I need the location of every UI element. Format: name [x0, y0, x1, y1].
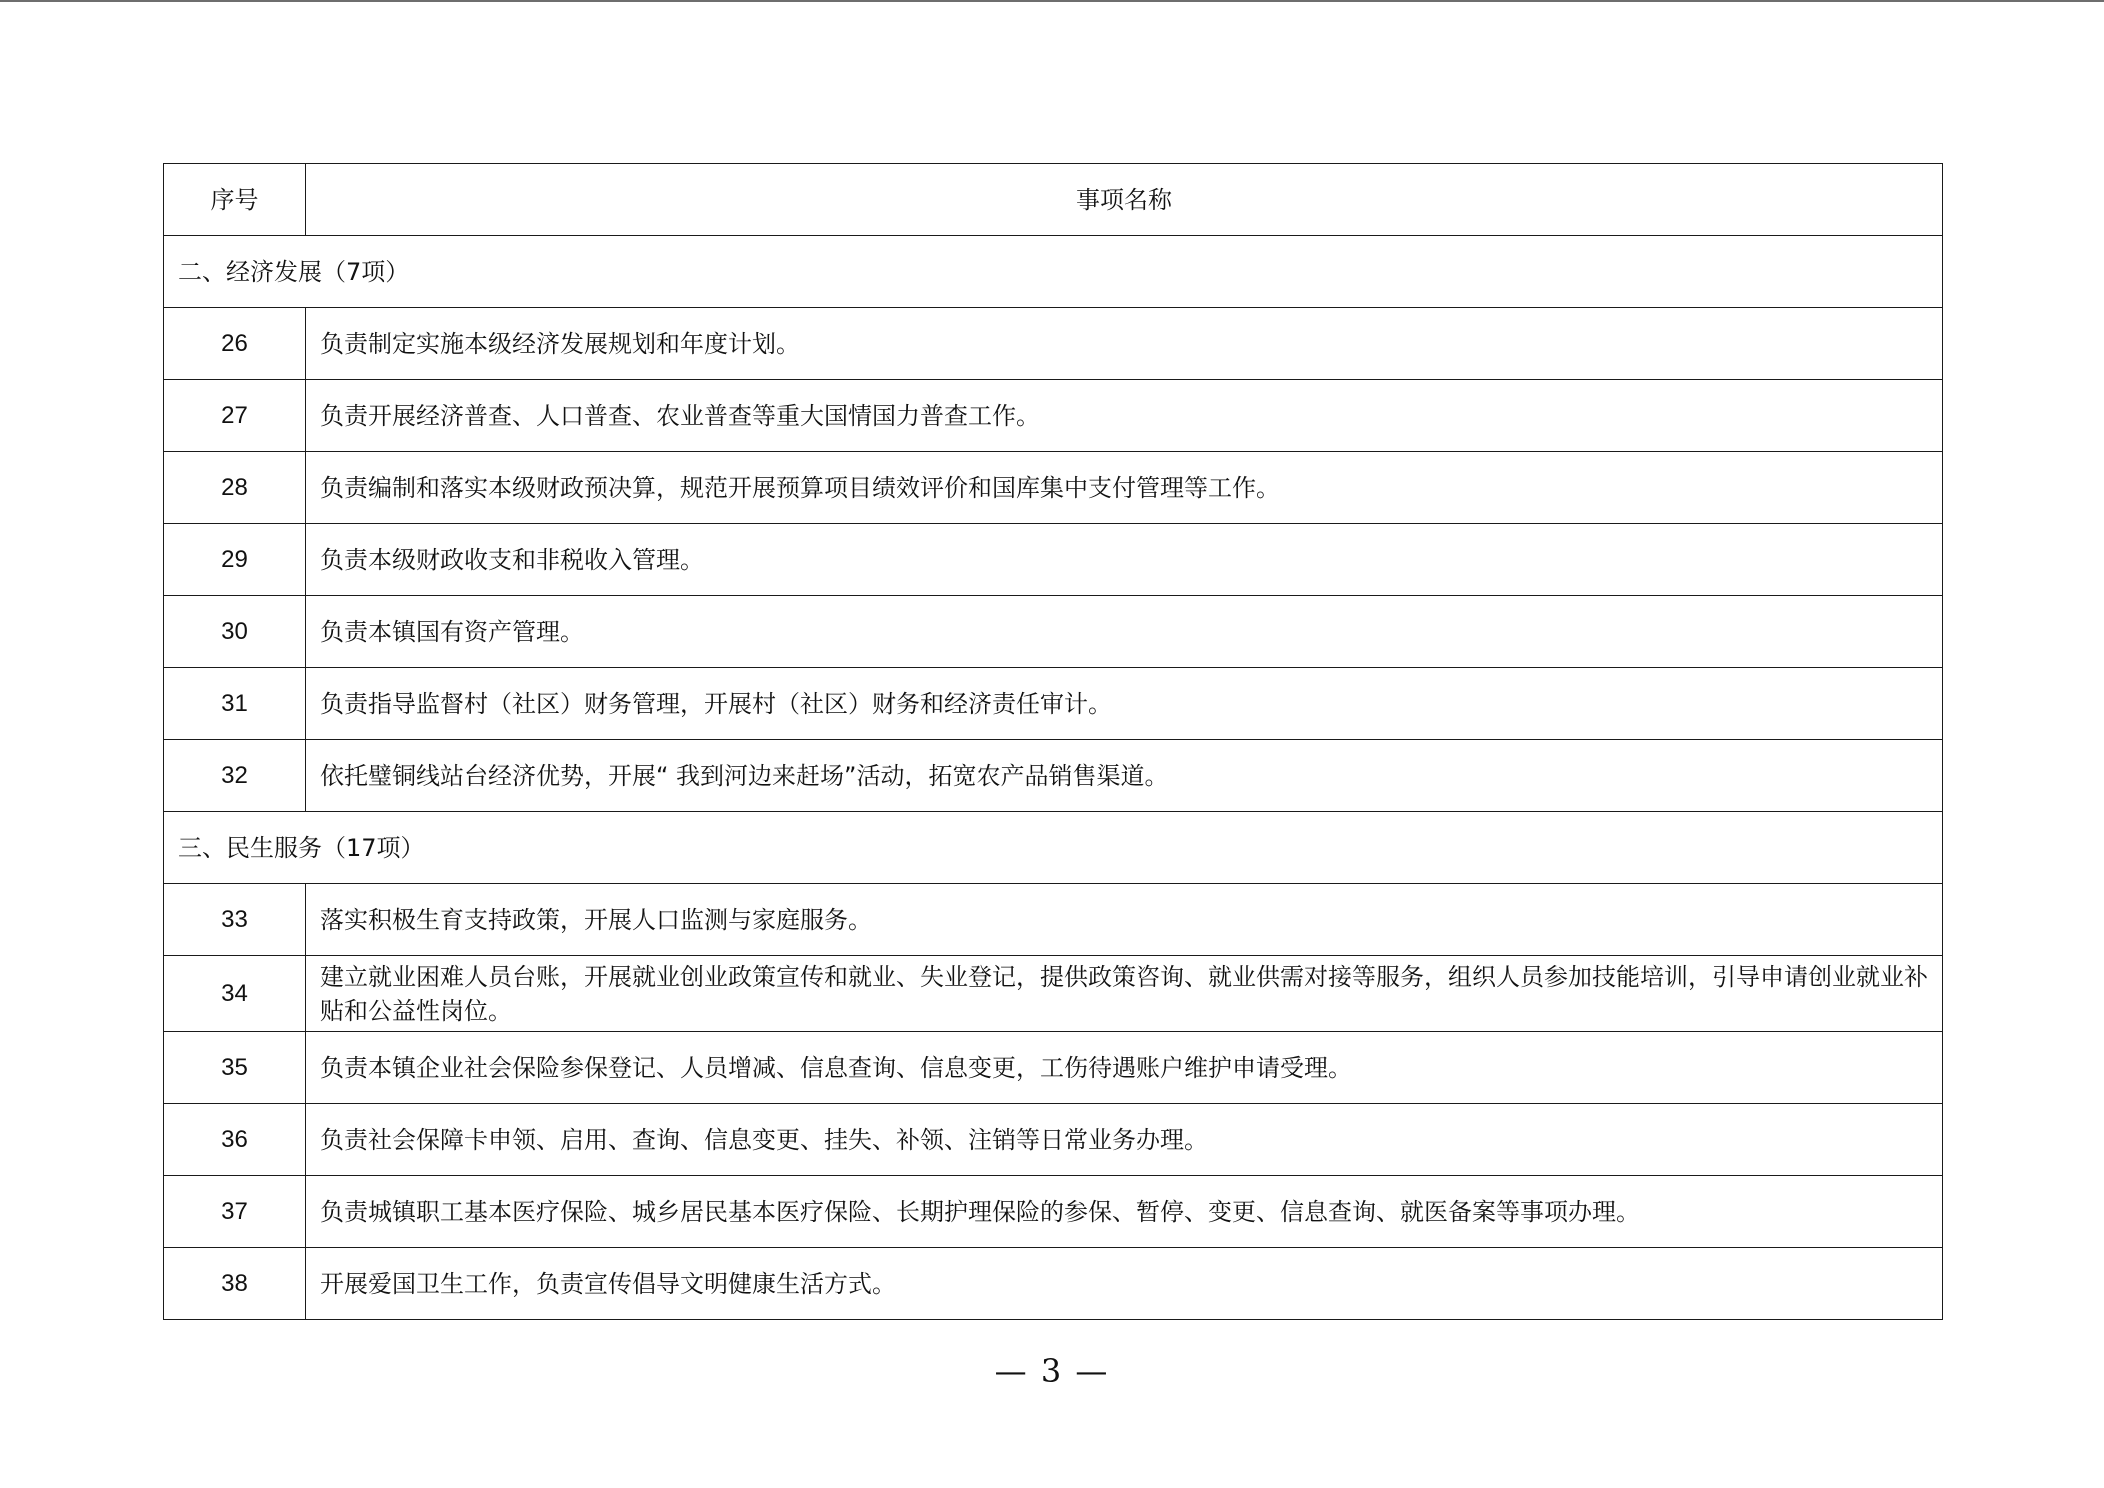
item-name: 负责编制和落实本级财政预决算，规范开展预算项目绩效评价和国库集中支付管理等工作。	[306, 452, 1943, 524]
table-row	[164, 452, 1943, 524]
page-number: — 3 —	[994, 1352, 1110, 1390]
item-name: 开展爱国卫生工作，负责宣传倡导文明健康生活方式。	[306, 1248, 1943, 1320]
item-name: 依托璧铜线站台经济优势，开展“ 我到河边来赶场”活动，拓宽农产品销售渠道。	[306, 740, 1943, 812]
item-number: 31	[164, 668, 306, 740]
matters-table	[163, 163, 1943, 1320]
item-name: 负责本镇国有资产管理。	[306, 596, 1943, 668]
header-name: 事项名称	[306, 164, 1943, 236]
item-number: 35	[164, 1032, 306, 1104]
header-number: 序号	[164, 164, 306, 236]
section-row-economy	[164, 236, 1943, 308]
table-row	[164, 308, 1943, 380]
table-header-row	[164, 164, 1943, 236]
item-number: 29	[164, 524, 306, 596]
item-number: 38	[164, 1248, 306, 1320]
table-row	[164, 1032, 1943, 1104]
page-top-border	[0, 0, 2104, 2]
item-number: 30	[164, 596, 306, 668]
table-row	[164, 596, 1943, 668]
table-row	[164, 524, 1943, 596]
item-name: 落实积极生育支持政策，开展人口监测与家庭服务。	[306, 884, 1943, 956]
item-name: 负责城镇职工基本医疗保险、城乡居民基本医疗保险、长期护理保险的参保、暂停、变更、信息查询、就医备案等事项办理。	[306, 1176, 1943, 1248]
item-number: 33	[164, 884, 306, 956]
item-number: 28	[164, 452, 306, 524]
section-title: 三、民生服务（17项）	[164, 812, 1943, 884]
item-number: 36	[164, 1104, 306, 1176]
item-name: 负责本镇企业社会保险参保登记、人员增减、信息查询、信息变更，工伤待遇账户维护申请受理。	[306, 1032, 1943, 1104]
table-row	[164, 1176, 1943, 1248]
table-row	[164, 380, 1943, 452]
item-name: 负责开展经济普查、人口普查、农业普查等重大国情国力普查工作。	[306, 380, 1943, 452]
item-number: 37	[164, 1176, 306, 1248]
table-row	[164, 1248, 1943, 1320]
item-number: 26	[164, 308, 306, 380]
section-title: 二、经济发展（7项）	[164, 236, 1943, 308]
item-name: 负责制定实施本级经济发展规划和年度计划。	[306, 308, 1943, 380]
section-row-livelihood	[164, 812, 1943, 884]
item-name: 建立就业困难人员台账，开展就业创业政策宣传和就业、失业登记，提供政策咨询、就业供需对接等服务，组织人员参加技能培训，引导申请创业就业补贴和公益性岗位。	[306, 956, 1943, 1032]
table-row	[164, 668, 1943, 740]
table-row	[164, 956, 1943, 1032]
table-row	[164, 740, 1943, 812]
item-number: 27	[164, 380, 306, 452]
item-name: 负责指导监督村（社区）财务管理，开展村（社区）财务和经济责任审计。	[306, 668, 1943, 740]
table-row	[164, 1104, 1943, 1176]
item-number: 32	[164, 740, 306, 812]
table-row	[164, 884, 1943, 956]
item-name: 负责社会保障卡申领、启用、查询、信息变更、挂失、补领、注销等日常业务办理。	[306, 1104, 1943, 1176]
item-name: 负责本级财政收支和非税收入管理。	[306, 524, 1943, 596]
item-number: 34	[164, 956, 306, 1032]
